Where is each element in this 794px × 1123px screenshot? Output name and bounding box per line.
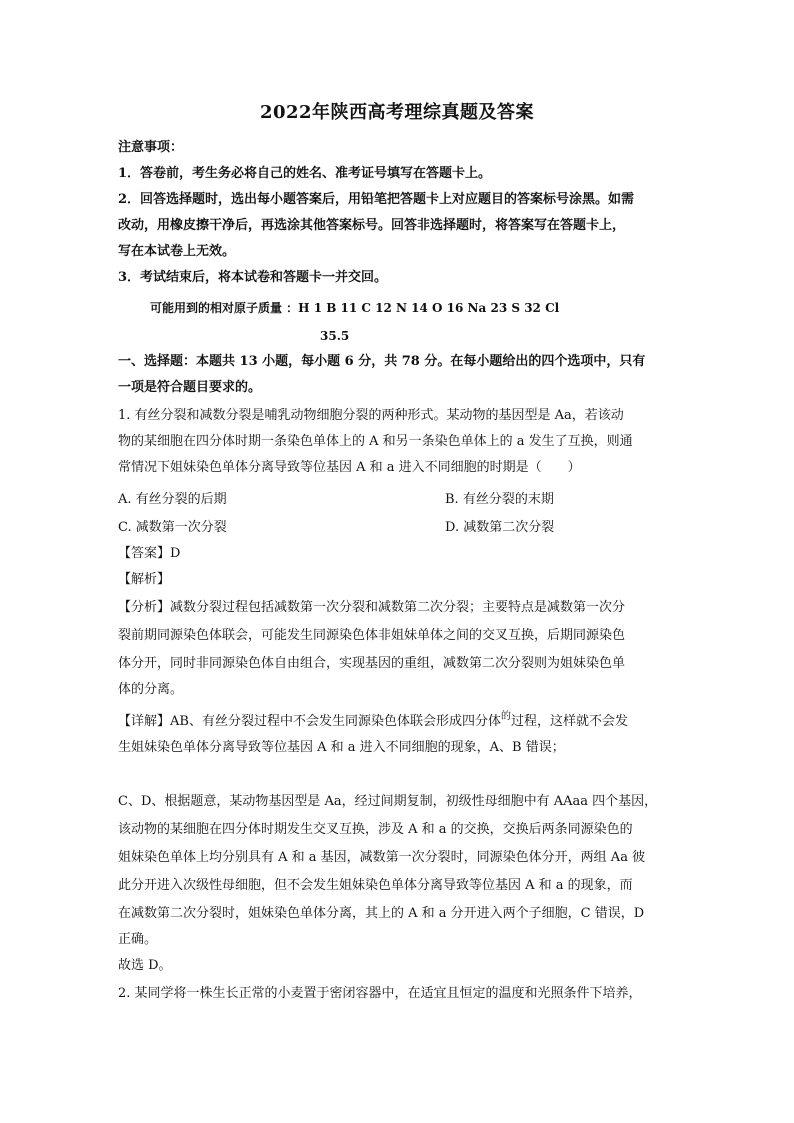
analysis-line-3: 体分开，同时非同源染色体自由组合，实现基因的重组，减数第二次分裂则为姐妹染色单 xyxy=(118,656,626,671)
cd-explanation-line-5: 在减数第二次分裂时，姐妹染色单体分离，其上的 A 和 a 分开进入两个子细胞，C 错误，D xyxy=(118,906,645,921)
analysis-line-1: 【分析】减数分裂过程包括减数第一次分裂和减数第二次分裂；主要特点是减数第一次分 xyxy=(118,600,626,615)
cd-explanation-line-1: C、D、根据题意，某动物基因型是 Aa，经过间期复制，初级性母细胞中有 AAaa 四个基因， xyxy=(118,794,658,809)
cd-explanation-line-3: 姐妹染色单体上均分别具有 A 和 a 基因，减数第一次分裂时，同源染色体分开，两组 Aa 彼 xyxy=(118,850,646,865)
option-b: B. 有丝分裂的末期 xyxy=(445,492,554,507)
page-title: 2022年陕西高考理综真题及答案 xyxy=(259,102,535,123)
notice-item-3: 3．考试结束后，将本试卷和答题卡一并交回。 xyxy=(118,270,388,285)
cd-explanation-line-2: 该动物的某细胞在四分体时期发生交叉互换，涉及 A 和 a 的交换，交换后两条同源染色的 xyxy=(118,822,633,837)
analysis-heading: 【解析】 xyxy=(118,572,171,587)
analysis-line-2: 裂前期同源染色体联会，可能发生同源染色体非姐妹单体之间的交叉互换，后期同源染色 xyxy=(118,628,626,643)
detail-line-1-part-a: 【详解】AB、有丝分裂过程中不会发生同源染色体联会形成四分体 xyxy=(118,714,501,729)
detail-line-1 xyxy=(118,712,688,733)
cd-explanation-line-6: 正确。 xyxy=(118,932,158,947)
question-1-line-3: 常情况下姐妹染色单体分离导致等位基因 A 和 a 进入不同细胞的时期是（ ） xyxy=(118,460,581,475)
notice-item-2-line-3: 写在本试卷上无效。 xyxy=(118,244,236,259)
question-1-line-1: 1. 有丝分裂和减数分裂是哺乳动物细胞分裂的两种形式。某动物的基因型是 Aa，若该动 xyxy=(118,408,624,423)
answer-line: 【答案】D xyxy=(118,546,181,561)
section-heading-line-2: 一项是符合题目要求的。 xyxy=(118,380,262,395)
option-d: D. 减数第二次分裂 xyxy=(445,520,555,535)
detail-line-1-superscript: 的 xyxy=(500,711,511,722)
detail-line-2: 生姐妹染色单体分离导致等位基因 A 和 a 进入不同细胞的现象，A、B 错误； xyxy=(118,740,565,755)
notice-item-2-line-1: 2．回答选择题时，选出每小题答案后，用铅笔把答题卡上对应题目的答案标号涂黑。如需 xyxy=(118,192,635,207)
analysis-line-4: 体的分离。 xyxy=(118,682,184,697)
cd-explanation-line-4: 此分开进入次级性母细胞，但不会发生姐妹染色单体分离导致等位基因 A 和 a 的现象，而 xyxy=(118,878,633,893)
question-1-line-2: 物的某细胞在四分体时期一条染色单体上的 A 和另一条染色单体上的 a 发生了互换，则通 xyxy=(118,434,633,449)
atomic-masses-line-1: 可能用到的相对原子质量 ：H 1 B 11 C 12 N 14 O 16 Na 23 S 32 Cl xyxy=(150,301,560,315)
detail-line-1-part-b: 过程，这样就不会发 xyxy=(510,714,628,729)
conclusion-line: 故选 D。 xyxy=(118,958,172,973)
atomic-masses-line-2: 35.5 xyxy=(320,329,350,343)
notice-item-1: 1．答卷前，考生务必将自己的姓名、准考证号填写在答题卡上。 xyxy=(118,166,492,181)
option-c: C. 减数第一次分裂 xyxy=(118,520,227,535)
option-a: A. 有丝分裂的后期 xyxy=(118,492,227,507)
notice-item-2-line-2: 改动，用橡皮擦干净后，再选涂其他答案标号。回答非选择题时，将答案写在答题卡上， xyxy=(118,218,626,233)
notice-heading: 注意事项： xyxy=(118,140,184,155)
section-heading-line-1: 一、选择题：本题共 13 小题，每小题 6 分，共 78 分。在每小题给出的四个选项中，只有 xyxy=(118,354,646,369)
question-2-line-1: 2. 某同学将一株生长正常的小麦置于密闭容器中，在适宜且恒定的温度和光照条件下培养， xyxy=(118,986,642,1001)
